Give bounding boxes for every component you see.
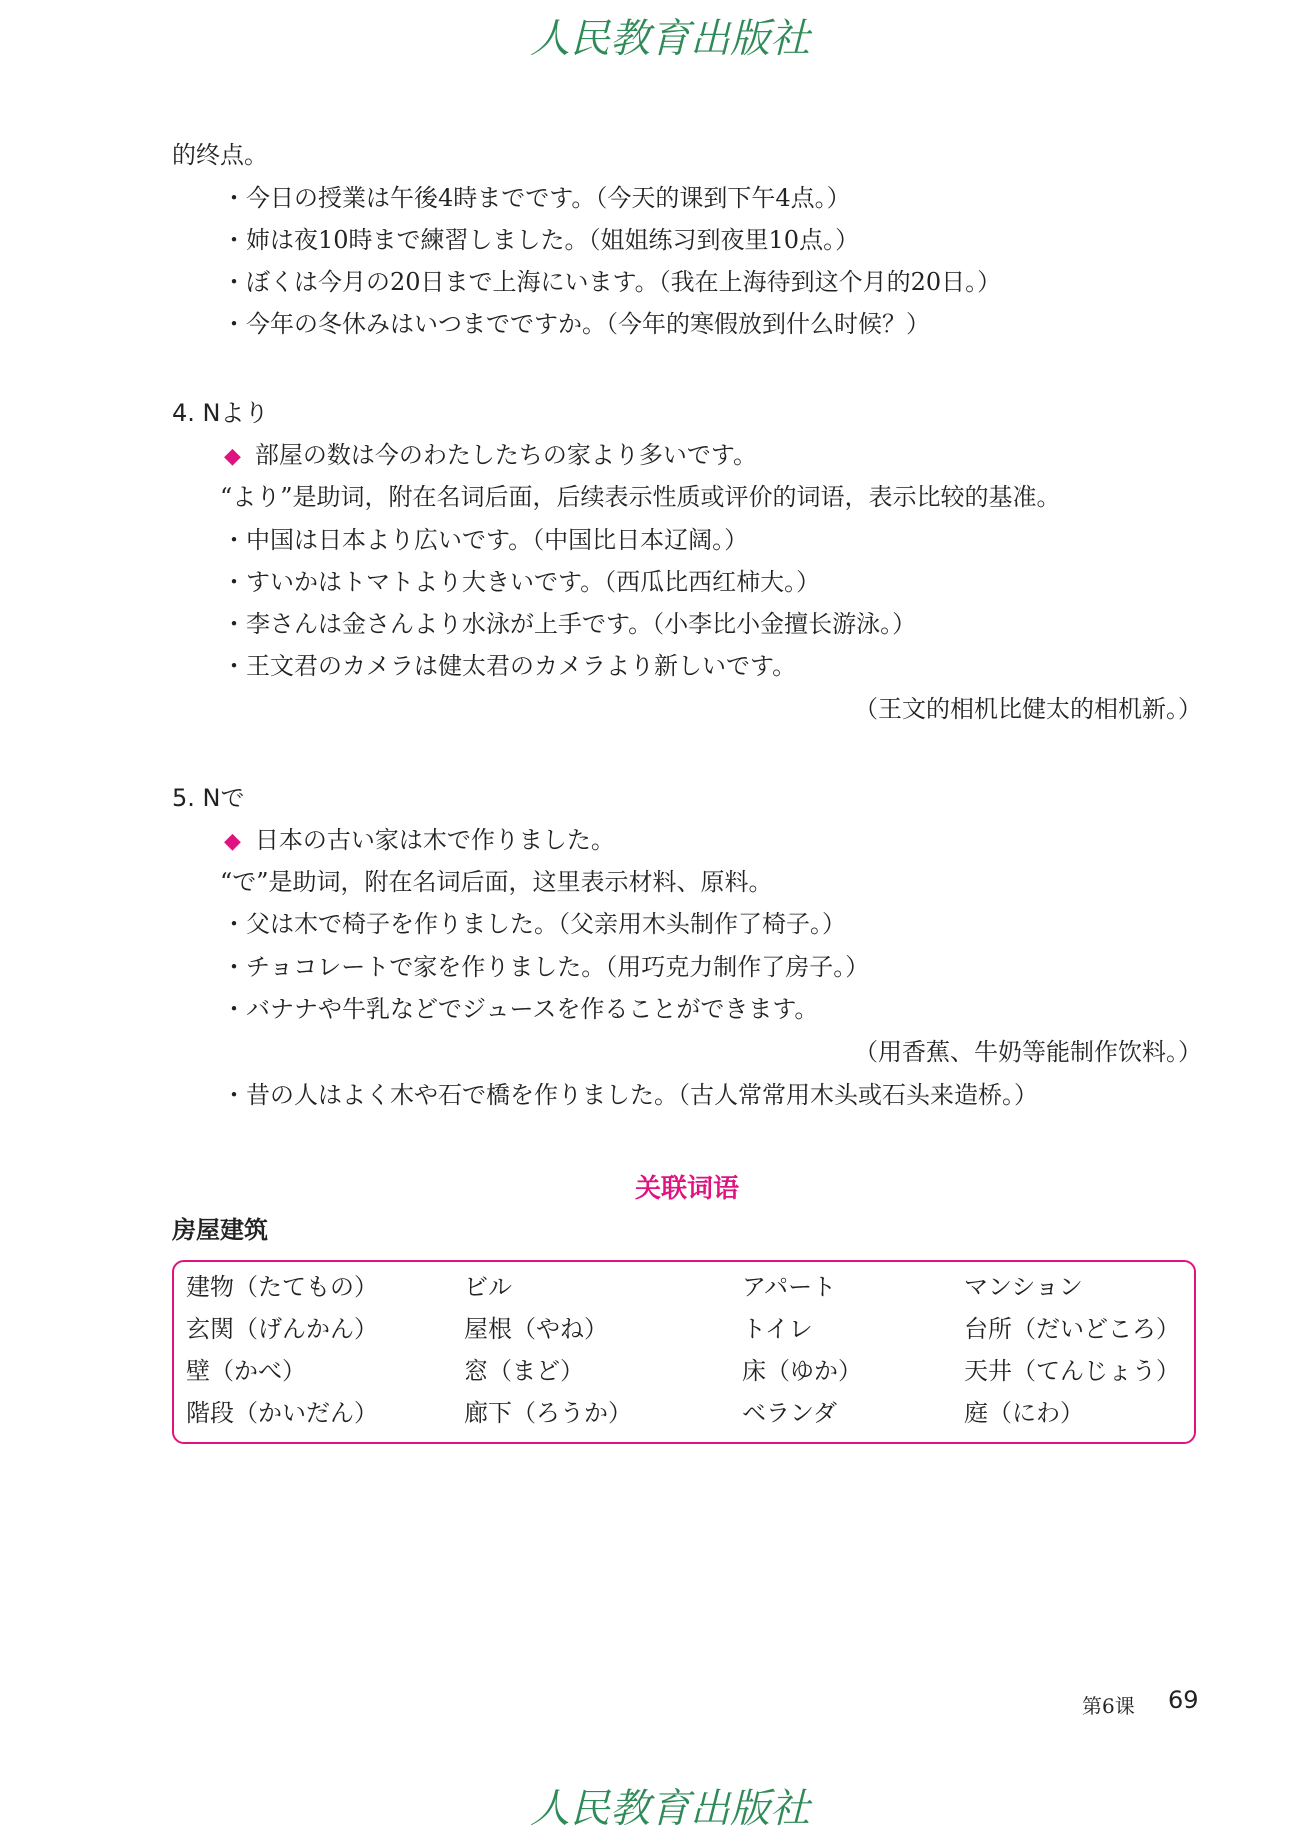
vocab-cell: 庭（にわ） [964, 1399, 1084, 1427]
vocab-box [172, 1260, 1196, 1444]
diamond-icon: ◆ [224, 444, 241, 469]
section5-heading: 5. Nで [172, 784, 245, 812]
vocab-cell: 玄関（げんかん） [186, 1315, 378, 1343]
section5-last-example: ・昔の人はよく木や石で橋を作りました。（古人常常用木头或石头来造桥。） [222, 1081, 1038, 1109]
section4-key-sentence [224, 440, 757, 472]
section4-trailing-translation: （王文的相机比健太的相机新。） [854, 695, 1202, 723]
watermark-text: 人民教育出版社 [530, 1786, 810, 1832]
section4-example-1: ・中国は日本より広いです。（中国比日本辽阔。） [222, 526, 749, 554]
section4-heading: 4. Nより [172, 399, 269, 427]
key-sentence-text: 部屋の数は今のわたしたちの家より多いです。 [254, 441, 758, 469]
vocab-cell: 階段（かいだん） [186, 1399, 378, 1427]
made-example-2: ・姉は夜10時まで練習しました。（姐姐练习到夜里10点。） [222, 226, 860, 254]
key-sentence-text: 日本の古い家は木で作りました。 [254, 826, 615, 854]
vocab-cell: ベランダ [742, 1399, 838, 1427]
section4-example-2: ・すいかはトマトより大きいです。（西瓜比西红柿大。） [222, 568, 821, 596]
publisher-watermark-bottom [480, 1778, 860, 1838]
publisher-watermark-top [480, 8, 860, 68]
section4-explanation: “より”是助词，附在名词后面，后续表示性质或评价的词语，表示比较的基准。 [220, 483, 1061, 511]
watermark-text: 人民教育出版社 [530, 16, 810, 62]
intro-line: 的终点。 [172, 141, 268, 169]
lesson-label: 第6课 [1082, 1694, 1135, 1718]
made-example-1: ・今日の授業は午後4時までです。（今天的课到下午4点。） [222, 184, 851, 212]
vocab-cell: アパート [742, 1273, 837, 1301]
section5-trailing-translation: （用香蕉、牛奶等能制作饮料。） [854, 1038, 1202, 1066]
section4-example-3: ・李さんは金さんより水泳が上手です。（小李比小金擅长游泳。） [222, 610, 917, 638]
section4-example-4: ・王文君のカメラは健太君のカメラより新しいです。 [222, 652, 797, 680]
vocab-cell: トイレ [742, 1315, 813, 1343]
vocab-cell: 台所（だいどころ） [964, 1315, 1180, 1343]
section5-example-3: ・バナナや牛乳などでジュースを作ることができます。 [222, 995, 819, 1023]
made-example-3: ・ぼくは今月の20日まで上海にいます。（我在上海待到这个月的20日。） [222, 268, 1002, 296]
page-number: 69 [1168, 1686, 1199, 1714]
vocab-cell: 屋根（やね） [464, 1315, 608, 1343]
section5-example-2: ・チョコレートで家を作りました。（用巧克力制作了房子。） [222, 953, 870, 981]
related-vocab-title: 关联词语 [634, 1174, 739, 1204]
vocab-cell: 窓（まど） [464, 1357, 584, 1385]
vocab-cell: マンション [964, 1273, 1083, 1301]
diamond-icon: ◆ [224, 829, 241, 854]
section5-example-1: ・父は木で椅子を作りました。（父亲用木头制作了椅子。） [222, 910, 846, 938]
section5-explanation: “で”是助词，附在名词后面，这里表示材料、原料。 [220, 868, 773, 896]
vocab-cell: 天井（てんじょう） [964, 1357, 1180, 1385]
vocab-cell: 床（ゆか） [742, 1357, 862, 1385]
section5-key-sentence [224, 825, 615, 857]
made-example-4: ・今年の冬休みはいつまでですか。（今年的寒假放到什么时候？） [222, 310, 930, 338]
vocab-cell: 廊下（ろうか） [464, 1399, 632, 1427]
vocab-cell: 壁（かべ） [186, 1357, 306, 1385]
vocab-category: 房屋建筑 [172, 1216, 268, 1244]
vocab-cell: ビル [464, 1273, 512, 1301]
vocab-cell: 建物（たてもの） [186, 1273, 378, 1301]
